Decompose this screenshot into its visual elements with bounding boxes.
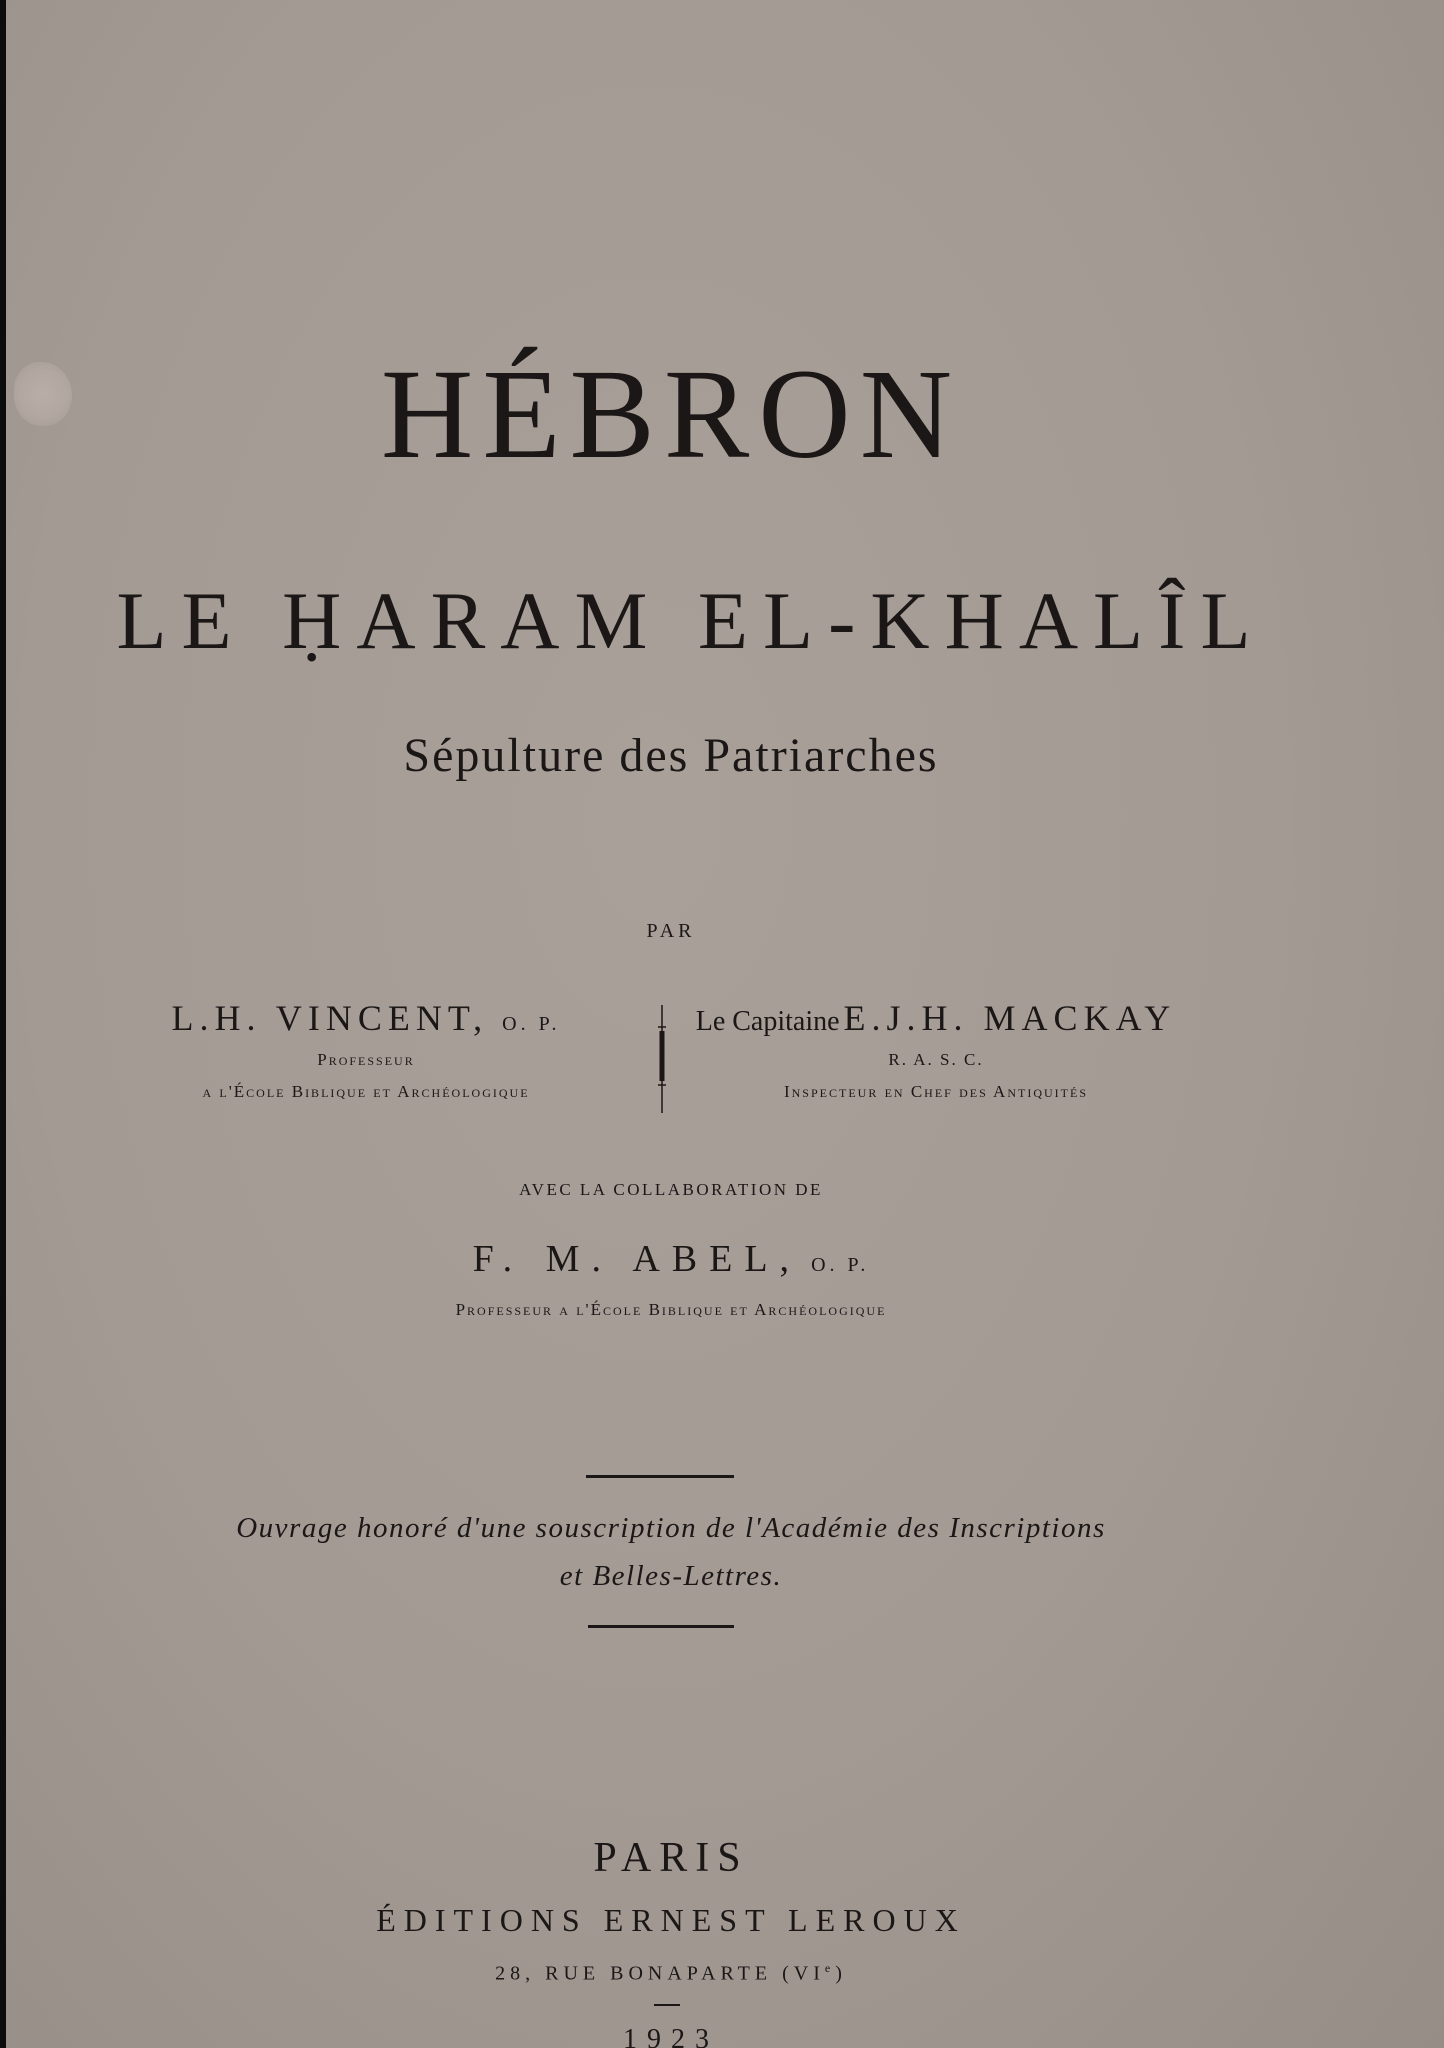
- subscription-note-line2: et Belles-Lettres.: [559, 1560, 783, 1592]
- collaboration-label: AVEC LA COLLABORATION DE: [519, 1180, 823, 1199]
- ornamental-divider: [656, 1005, 668, 1113]
- collaborator: [6, 1240, 1336, 1278]
- author-vincent: [86, 1000, 646, 1109]
- imprint-address: 28, RUE BONAPARTE (VIe): [495, 1961, 847, 1985]
- book-subtitle-secondary: Sépulture des Patriarches: [403, 729, 939, 782]
- collaborator-name: F. M. ABEL,: [472, 1238, 802, 1280]
- book-subtitle: LE ḤARAM EL-KHALÎL: [116, 575, 1266, 666]
- author-vincent-title: Professeur: [317, 1050, 415, 1069]
- rule-bottom: [588, 1625, 734, 1628]
- author-mackay-corps: R. A. S. C.: [888, 1050, 984, 1069]
- imprint-year: 1923: [623, 2024, 719, 2048]
- author-mackay-rank: Le Capitaine: [695, 1006, 840, 1037]
- author-vincent-order: O. P.: [502, 1013, 561, 1035]
- by-label: PAR: [646, 920, 696, 942]
- rule-top: [586, 1475, 734, 1478]
- book-title: HÉBRON: [380, 343, 962, 485]
- imprint-publisher: ÉDITIONS ERNEST LEROUX: [376, 1902, 966, 1938]
- authors-block: [6, 1000, 1336, 1120]
- author-mackay-title: Inspecteur en Chef des Antiquités: [783, 1082, 1088, 1102]
- author-vincent-affiliation: a l'École Biblique et Archéologique: [202, 1082, 530, 1102]
- collaborator-affiliation: Professeur a l'École Biblique et Archéologique: [455, 1300, 887, 1319]
- author-mackay-name: E.J.H. MACKAY: [843, 998, 1177, 1038]
- rule-short: [654, 2004, 680, 2006]
- subscription-note-line1: Ouvrage honoré d'une souscription de l'Académie des Inscriptions: [236, 1512, 1106, 1544]
- author-vincent-name: L.H. VINCENT,: [171, 998, 489, 1038]
- imprint-city: PARIS: [593, 1835, 749, 1881]
- title-page: [6, 0, 1444, 2048]
- collaborator-order: O. P.: [811, 1254, 870, 1276]
- author-mackay: [686, 1000, 1186, 1109]
